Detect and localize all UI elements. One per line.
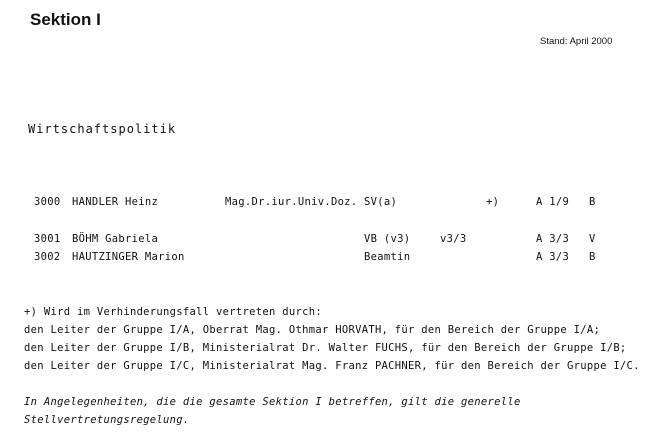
row-academic-title: Mag.Dr.iur.Univ.Doz. xyxy=(225,196,358,208)
row-footnote-marker: +) xyxy=(486,196,500,208)
row-status: VB (v3) xyxy=(364,233,411,245)
row-name: HAUTZINGER Marion xyxy=(72,251,185,263)
row-number: 3001 xyxy=(34,233,61,245)
row-status: Beamtin xyxy=(364,251,411,263)
row-status: SV(a) xyxy=(364,196,398,208)
page-title: Sektion I xyxy=(30,10,101,29)
section-subheading: Wirtschaftspolitik xyxy=(28,122,177,136)
general-note: Stellvertretungsregelung. xyxy=(24,414,190,426)
row-code: B xyxy=(589,251,596,263)
row-grade: A 1/9 xyxy=(536,196,570,208)
row-number: 3002 xyxy=(34,251,61,263)
row-grade: A 3/3 xyxy=(536,233,570,245)
row-code: V xyxy=(589,233,596,245)
row-name: BÖHM Gabriela xyxy=(72,233,159,245)
general-note: In Angelegenheiten, die die gesamte Sektion I betreffen, gilt die generelle xyxy=(24,396,521,408)
row-code: B xyxy=(589,196,596,208)
row-grade: A 3/3 xyxy=(536,251,570,263)
table-row xyxy=(0,196,648,210)
footnote-intro: +) Wird im Verhinderungsfall vertreten durch: xyxy=(24,306,322,318)
table-row xyxy=(0,233,648,247)
table-row xyxy=(0,251,648,265)
row-v: v3/3 xyxy=(440,233,467,245)
row-name: HANDLER Heinz xyxy=(72,196,159,208)
footnote-line: den Leiter der Gruppe I/A, Oberrat Mag. Othmar HORVATH, für den Bereich der Gruppe I/A; xyxy=(24,324,601,336)
footnote-line: den Leiter der Gruppe I/B, Ministerialrat Dr. Walter FUCHS, für den Bereich der Gruppe I/B; xyxy=(24,342,627,354)
stand-date: Stand: April 2000 xyxy=(540,36,613,47)
row-number: 3000 xyxy=(34,196,61,208)
footnote-line: den Leiter der Gruppe I/C, Ministerialrat Mag. Franz PACHNER, für den Bereich der Gruppe I/C. xyxy=(24,360,640,372)
